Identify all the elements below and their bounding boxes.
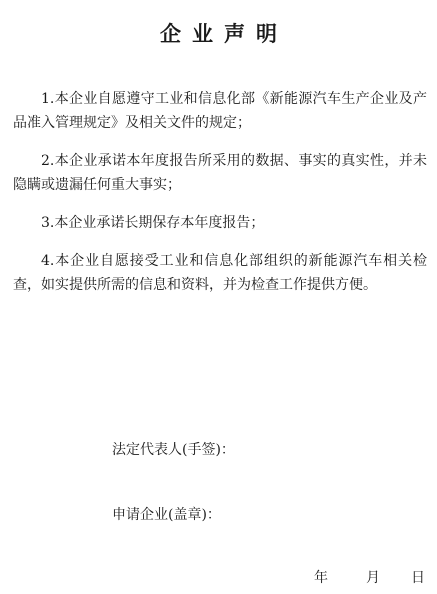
- declaration-body: [13, 87, 427, 311]
- legal-representative-signature-label: 法定代表人(手签)：: [112, 442, 235, 458]
- date-year-label: 年: [314, 570, 328, 586]
- page-title: 企业声明: [160, 21, 288, 46]
- date-day-label: 日: [411, 570, 425, 586]
- enterprise-seal-label: 申请企业(盖章)：: [112, 507, 221, 523]
- declaration-item-3: 3.本企业承诺长期保存本年度报告；: [41, 215, 265, 231]
- declaration-item-2: 2.本企业承诺本年度报告所采用的数据、事实的真实性，并未隐瞒或遗漏任何重大事实；: [13, 153, 427, 193]
- declaration-item-1: 1.本企业自愿遵守工业和信息化部《新能源汽车生产企业及产品准入管理规定》及相关文件的规定；: [13, 91, 427, 131]
- declaration-item-4: 4.本企业自愿接受工业和信息化部组织的新能源汽车相关检查，如实提供所需的信息和资料，并为检查工作提供方便。: [13, 253, 427, 293]
- date-month-label: 月: [366, 570, 380, 586]
